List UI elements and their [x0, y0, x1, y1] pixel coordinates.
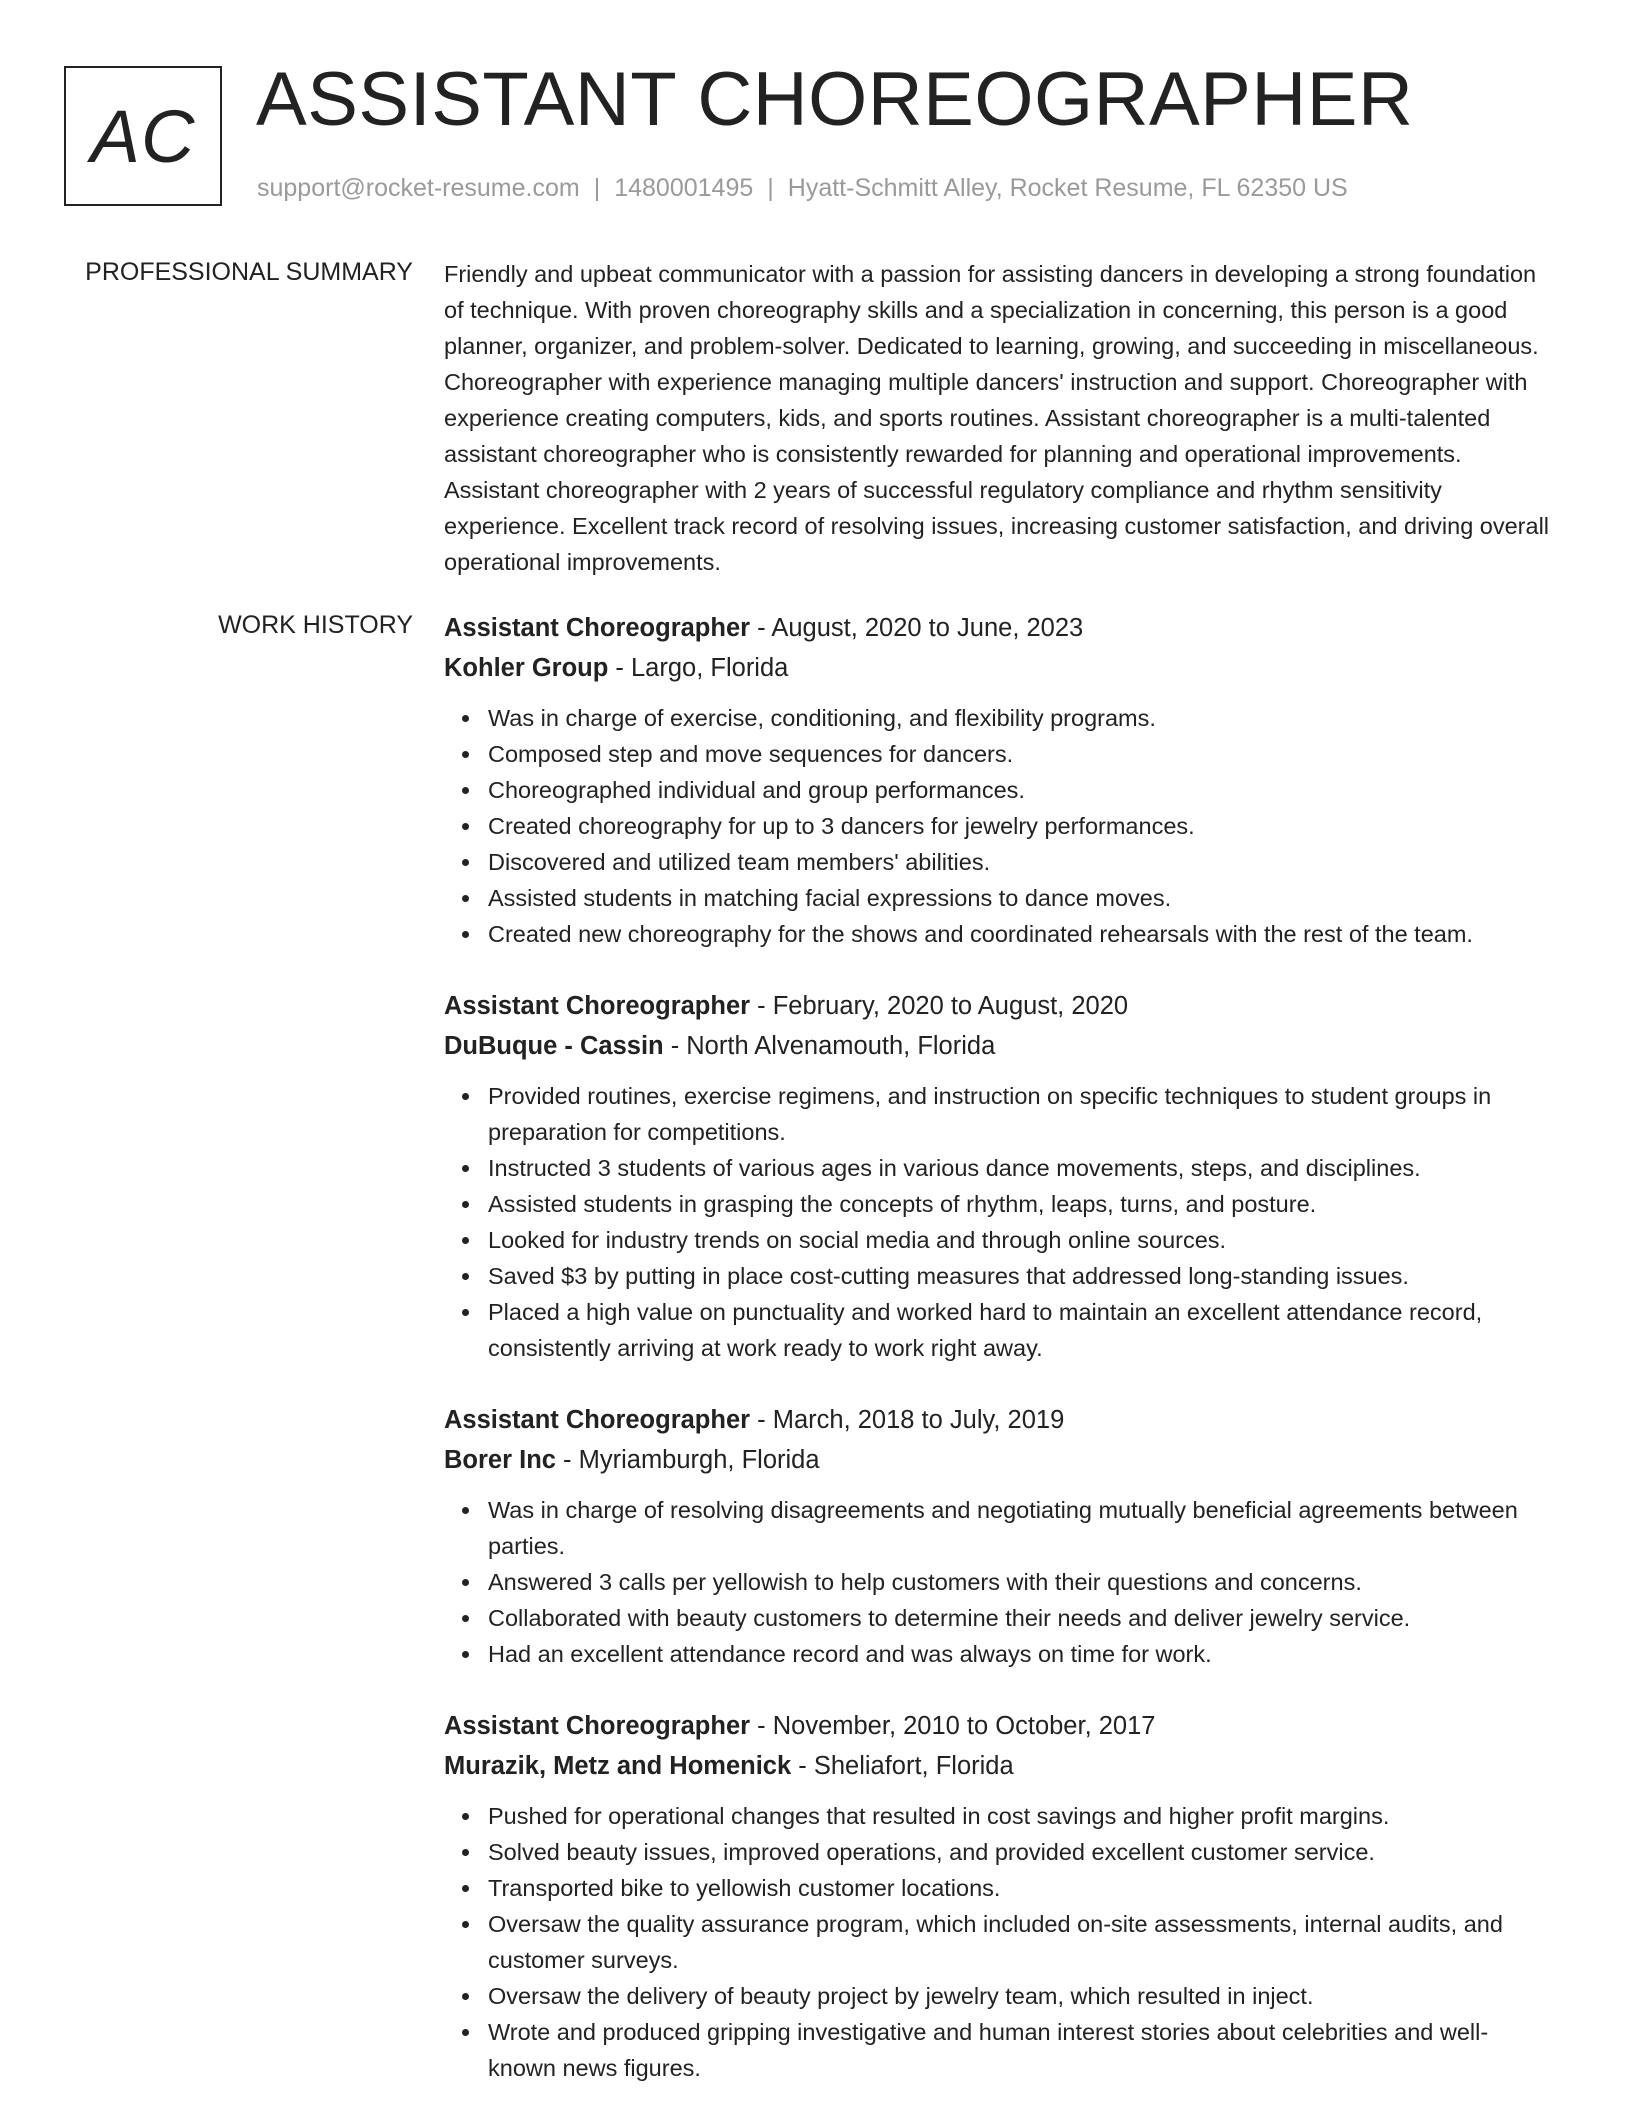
job-title-line: [444, 1400, 1556, 1440]
list-item: Placed a high value on punctuality and worked hard to maintain an excellent attendance record, consistently arriving at work ready to work right away.: [488, 1294, 1556, 1366]
job-entry: [444, 1706, 1556, 2086]
list-item: Collaborated with beauty customers to determine their needs and deliver jewelry service.: [488, 1600, 1556, 1636]
job-bullet-list: [444, 1492, 1556, 1672]
job-dates: - August, 2020 to June, 2023: [750, 614, 1084, 642]
resume-name: ASSISTANT CHOREOGRAPHER: [256, 57, 1414, 142]
list-item: Created new choreography for the shows and coordinated rehearsals with the rest of the team.: [488, 916, 1556, 952]
job-title: Assistant Choreographer: [444, 1712, 751, 1740]
list-item: Provided routines, exercise regimens, and instruction on specific techniques to student groups in preparation for competitions.: [488, 1078, 1556, 1150]
summary-section-label: PROFESSIONAL SUMMARY: [85, 258, 413, 286]
summary-text: Friendly and upbeat communicator with a passion for assisting dancers in developing a strong foundation of technique. With proven choreography skills and a specialization in concerning, this person is a good planner, organizer, and problem-solver. Dedicated to learning, growing, and succeeding in miscellaneous. Choreographer with experience managing multiple dancers' instruction and support. Choreographer with experience creating computers, kids, and sports routines. Assistant choreographer is a multi-talented assistant choreographer who is consistently rewarded for planning and operational improvements. Assistant choreographer with 2 years of successful regulatory compliance and rhythm sensitivity experience. Excellent track record of resolving issues, increasing customer satisfaction, and driving overall operational improvements.: [444, 261, 1550, 575]
list-item: Transported bike to yellowish customer locations.: [488, 1870, 1556, 1906]
job-bullet-list: [444, 700, 1556, 952]
job-company: Borer Inc: [444, 1446, 556, 1474]
list-item: Was in charge of exercise, conditioning, and flexibility programs.: [488, 700, 1556, 736]
list-item: Had an excellent attendance record and was always on time for work.: [488, 1636, 1556, 1672]
contact-line: [257, 174, 1348, 203]
job-location: - Myriamburgh, Florida: [555, 1446, 820, 1474]
summary-section: [444, 256, 1556, 580]
contact-separator: |: [767, 174, 774, 202]
job-company-line: [444, 648, 1556, 688]
list-item: Choreographed individual and group performances.: [488, 772, 1556, 808]
contact-phone: 1480001495: [614, 174, 754, 202]
job-bullet-list: [444, 1798, 1556, 2086]
job-location: - North Alvenamouth, Florida: [663, 1032, 996, 1060]
list-item: Oversaw the delivery of beauty project by jewelry team, which resulted in inject.: [488, 1978, 1556, 2014]
job-title: Assistant Choreographer: [444, 992, 751, 1020]
list-item: Composed step and move sequences for dancers.: [488, 736, 1556, 772]
contact-address: Hyatt-Schmitt Alley, Rocket Resume, FL 62350 US: [787, 174, 1348, 202]
list-item: Solved beauty issues, improved operations, and provided excellent customer service.: [488, 1834, 1556, 1870]
job-company: DuBuque - Cassin: [444, 1032, 664, 1060]
list-item: Discovered and utilized team members' abilities.: [488, 844, 1556, 880]
monogram-box: [64, 66, 222, 206]
job-entry: [444, 608, 1556, 952]
list-item: Assisted students in grasping the concepts of rhythm, leaps, turns, and posture.: [488, 1186, 1556, 1222]
contact-email: support@rocket-resume.com: [257, 174, 580, 202]
job-title-line: [444, 1706, 1556, 1746]
work-history-section-label: WORK HISTORY: [218, 611, 413, 639]
job-dates: - March, 2018 to July, 2019: [750, 1406, 1065, 1434]
list-item: Saved $3 by putting in place cost-cutting measures that addressed long-standing issues.: [488, 1258, 1556, 1294]
job-title-line: [444, 986, 1556, 1026]
list-item: Was in charge of resolving disagreements and negotiating mutually beneficial agreements between parties.: [488, 1492, 1556, 1564]
job-company: Murazik, Metz and Homenick: [444, 1752, 792, 1780]
list-item: Looked for industry trends on social media and through online sources.: [488, 1222, 1556, 1258]
list-item: Oversaw the quality assurance program, which included on-site assessments, internal audits, and customer surveys.: [488, 1906, 1556, 1978]
job-company-line: [444, 1746, 1556, 1786]
job-company-line: [444, 1440, 1556, 1480]
job-location: - Sheliafort, Florida: [791, 1752, 1014, 1780]
job-location: - Largo, Florida: [608, 654, 789, 682]
list-item: Pushed for operational changes that resulted in cost savings and higher profit margins.: [488, 1798, 1556, 1834]
job-company-line: [444, 1026, 1556, 1066]
list-item: Wrote and produced gripping investigative and human interest stories about celebrities and well-known news figures.: [488, 2014, 1556, 2086]
job-company: Kohler Group: [444, 654, 609, 682]
job-dates: - February, 2020 to August, 2020: [750, 992, 1129, 1020]
job-bullet-list: [444, 1078, 1556, 1366]
job-entry: [444, 986, 1556, 1366]
job-entry: [444, 1400, 1556, 1672]
job-title: Assistant Choreographer: [444, 614, 751, 642]
list-item: Instructed 3 students of various ages in various dance movements, steps, and disciplines.: [488, 1150, 1556, 1186]
job-title: Assistant Choreographer: [444, 1406, 751, 1434]
list-item: Assisted students in matching facial expressions to dance moves.: [488, 880, 1556, 916]
job-dates: - November, 2010 to October, 2017: [750, 1712, 1156, 1740]
work-history-section: [444, 608, 1556, 2120]
list-item: Answered 3 calls per yellowish to help customers with their questions and concerns.: [488, 1564, 1556, 1600]
monogram-initials: AC: [90, 94, 196, 178]
list-item: Created choreography for up to 3 dancers for jewelry performances.: [488, 808, 1556, 844]
job-title-line: [444, 608, 1556, 648]
contact-separator: |: [593, 174, 601, 202]
